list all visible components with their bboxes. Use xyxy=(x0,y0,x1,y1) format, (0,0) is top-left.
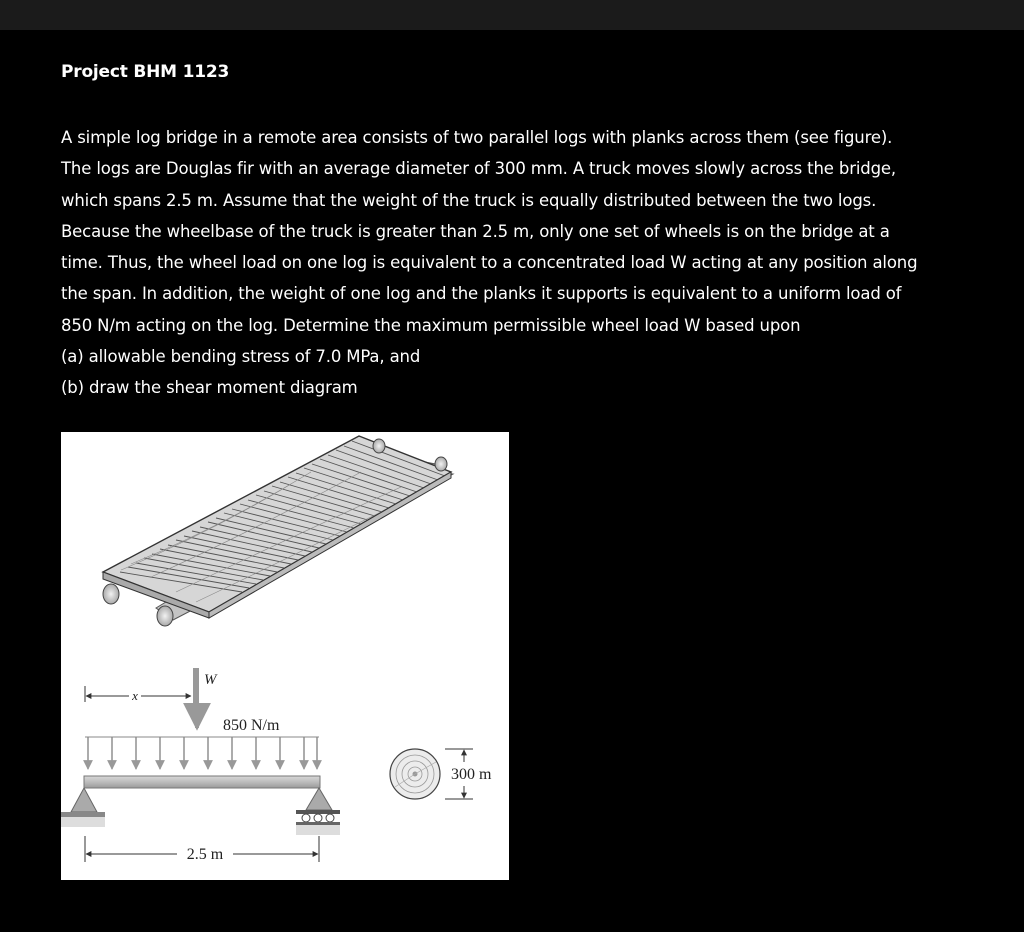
problem-line: A simple log bridge in a remote area consists of two parallel logs with planks across them (see figure). xyxy=(61,128,893,147)
diameter-label: 300 m xyxy=(451,766,492,783)
problem-line: which spans 2.5 m. Assume that the weight of the truck is equally distributed between the two logs. xyxy=(61,190,877,210)
problem-part-b: (b) draw the shear moment diagram xyxy=(61,378,358,398)
distributed-load-label: 850 N/m xyxy=(223,717,280,734)
distance-x-label: x xyxy=(132,688,138,703)
problem-line: time. Thus, the wheel load on one log is equivalent to a concentrated load W acting at any position along xyxy=(61,253,918,273)
log-bridge-illustration xyxy=(103,436,453,626)
problem-line: 850 N/m acting on the log. Determine the maximum permissible wheel load W based upon xyxy=(61,315,801,335)
log-cross-section xyxy=(390,749,492,799)
span-label: 2.5 m xyxy=(186,846,224,863)
page-title: Project BHM 1123 xyxy=(61,62,230,82)
problem-line: The logs are Douglas fir with an average diameter of 300 mm. A truck moves slowly across the bridge, xyxy=(61,159,897,179)
problem-part-a: (a) allowable bending stress of 7.0 MPa, and xyxy=(61,347,421,367)
problem-line: the span. In addition, the weight of one log and the planks it supports is equivalent to a uniform load of xyxy=(61,284,902,304)
beam-diagram xyxy=(61,668,340,863)
problem-line: Because the wheelbase of the truck is greater than 2.5 m, only one set of wheels is on the bridge at a xyxy=(61,221,890,241)
bridge-figure xyxy=(61,432,509,880)
top-bar xyxy=(0,0,1024,30)
load-w-label: W xyxy=(204,672,217,688)
problem-statement xyxy=(61,122,951,404)
